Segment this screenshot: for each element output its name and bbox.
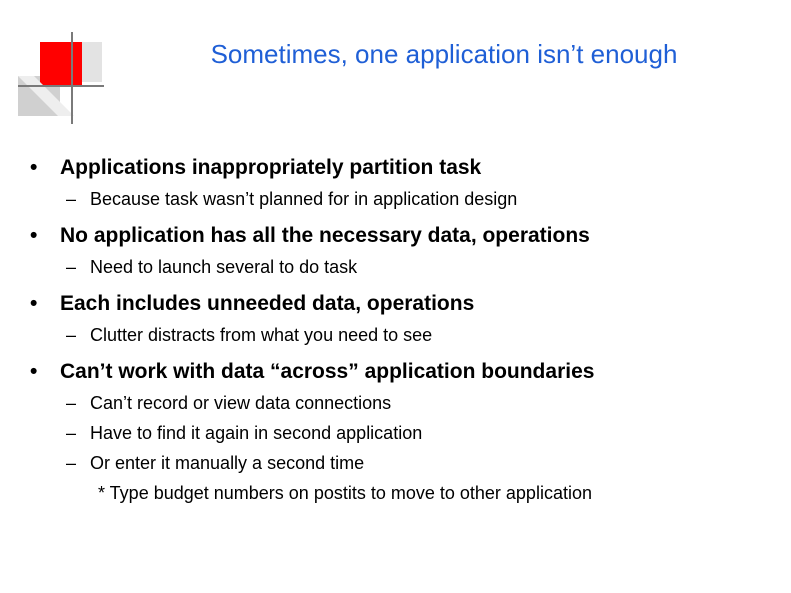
bullet-item-4 bbox=[30, 356, 780, 388]
bullet-text: No application has all the necessary data, operations bbox=[60, 224, 590, 247]
sub-item bbox=[30, 184, 780, 214]
dash-icon: – bbox=[66, 257, 77, 277]
bullet-text: Applications inappropriately partition task bbox=[60, 156, 482, 179]
dash-icon: – bbox=[66, 423, 77, 443]
sub-item-text: Because task wasn’t planned for in application design bbox=[90, 189, 518, 209]
dash-icon: – bbox=[66, 393, 77, 413]
bullet-icon: • bbox=[30, 156, 38, 179]
bullet-item-3 bbox=[30, 288, 780, 320]
sub-item bbox=[30, 320, 780, 350]
dash-icon: – bbox=[66, 453, 77, 473]
bullet-item-2 bbox=[30, 220, 780, 252]
bullet-list bbox=[30, 152, 780, 508]
sub-item bbox=[30, 418, 780, 448]
bullet-icon: • bbox=[30, 224, 38, 247]
sub-item-text: Clutter distracts from what you need to see bbox=[90, 325, 433, 345]
slide-title: Sometimes, one application isn’t enough bbox=[210, 39, 678, 69]
logo-red-square bbox=[40, 42, 82, 86]
sub-item-text: Need to launch several to do task bbox=[90, 257, 358, 277]
red-gray-squares-logo-icon bbox=[14, 32, 104, 124]
sub-item-text: Or enter it manually a second time bbox=[90, 453, 365, 473]
sub-item bbox=[30, 388, 780, 418]
bullet-text: Each includes unneeded data, operations bbox=[60, 292, 475, 315]
footnote: * Type budget numbers on postits to move to other application bbox=[98, 483, 592, 503]
bullet-icon: • bbox=[30, 292, 38, 315]
bullet-item-1 bbox=[30, 152, 780, 184]
bullet-text: Can’t work with data “across” application boundaries bbox=[60, 360, 595, 383]
sub-item bbox=[30, 252, 780, 282]
sub-item bbox=[30, 448, 780, 478]
bullet-icon: • bbox=[30, 360, 38, 383]
sub-item-text: Can’t record or view data connections bbox=[90, 393, 392, 413]
dash-icon: – bbox=[66, 325, 77, 345]
dash-icon: – bbox=[66, 189, 77, 209]
sub-item-text: Have to find it again in second application bbox=[90, 423, 423, 443]
